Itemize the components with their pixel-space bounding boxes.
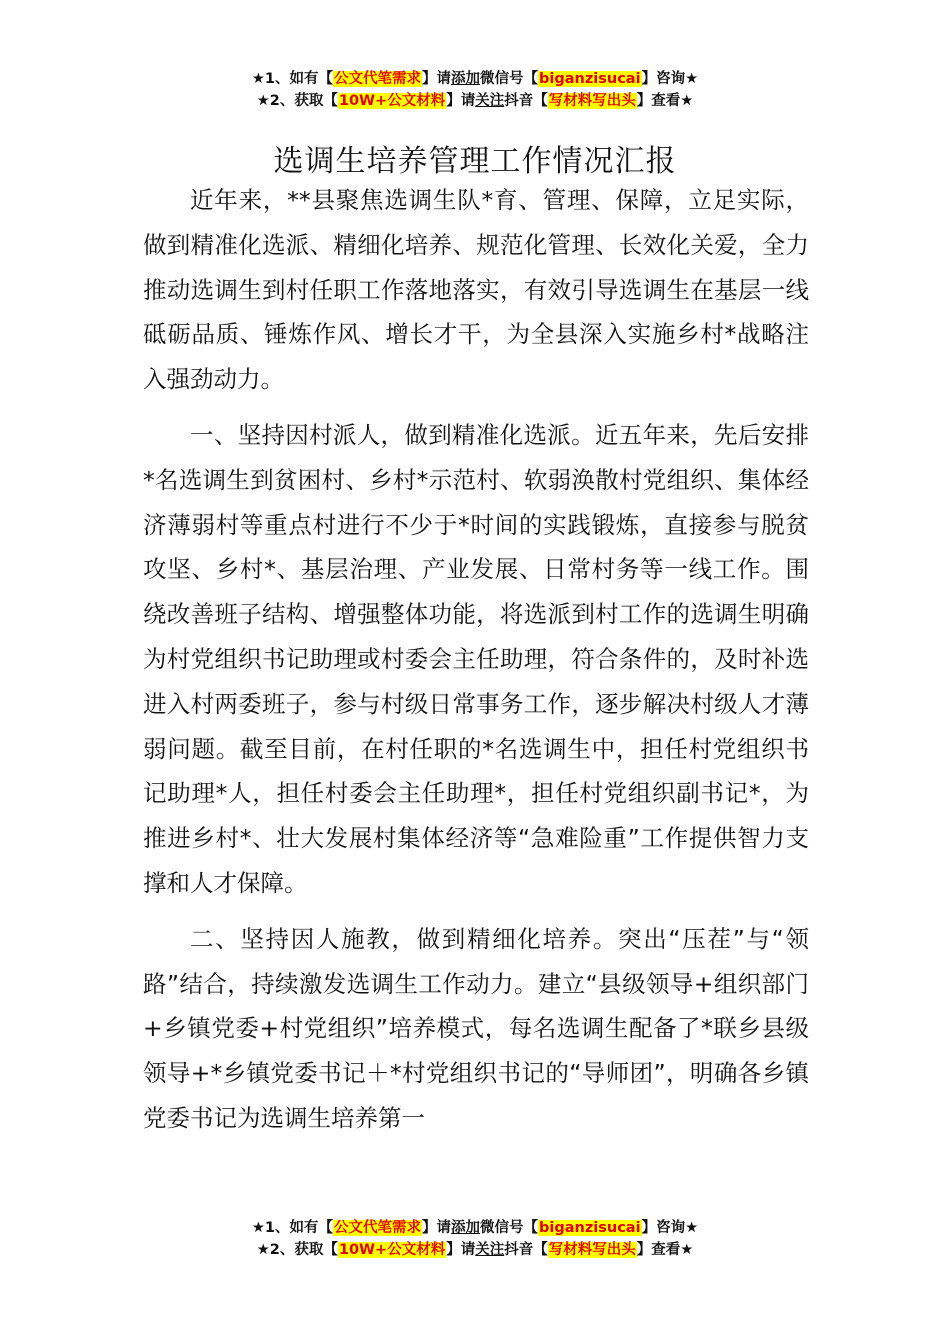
paragraph-section-1: 一、坚持因村派人，做到精准化选派。近五年来，先后安排*名选调生到贫困村、乡村*示范村、软弱涣散村党组织、集体经济薄弱村等重点村进行不少于*时间的实践锻炼，直接参与脱贫攻坚、乡村*、基层治理、产业发展、日常村务等一线工作。围绕改善班子结构、增强整体功能，将选派到村工作的选调生明确为村党组织书记助理或村委会主任助理，符合条件的，及时补选进入村两委班子，参与村级日常事务工作，逐步解决村级人才薄弱问题。截至目前，在村任职的*名选调生中，担任村党组织书记助理*人，担任村委会主任助理*，担任村党组织副书记*，为推进乡村*、壮大发展村集体经济等“急难险重”工作提供智力支撑和人才保障。 [143,420,809,897]
banner-line-1: ★1、如有【公文代笔需求】请添加微信号【biganzisucai】咨询★ [251,71,699,87]
footer-banner [0,1217,950,1261]
banner-highlight: 公文代笔需求 [334,71,422,87]
banner-highlight: biganzisucai [539,1220,641,1236]
banner-line-1: ★1、如有【公文代笔需求】请添加微信号【biganzisucai】咨询★ [251,1220,699,1236]
paragraph-intro: 近年来，**县聚焦选调生队*育、管理、保障，立足实际，做到精准化选派、精细化培养、规范化管理、长效化关爱，全力推动选调生到村任职工作落地落实，有效引导选调生在基层一线砥砺品质、锤炼作风、增长才干，为全县深入实施乡村*战略注入强劲动力。 [143,186,809,394]
banner-highlight: 写材料写出头 [548,1242,636,1258]
banner-line-2: ★2、获取【10W+公文材料】请关注抖音【写材料写出头】查看★ [256,93,694,109]
header-banner [0,68,950,112]
document-title: 选调生培养管理工作情况汇报 [273,144,677,180]
banner-highlight: 10W+公文材料 [338,93,446,109]
banner-line-2: ★2、获取【10W+公文材料】请关注抖音【写材料写出头】查看★ [256,1242,694,1258]
banner-highlight: 写材料写出头 [548,93,636,109]
banner-highlight: 10W+公文材料 [338,1242,446,1258]
paragraph-section-2: 二、坚持因人施教，做到精细化培养。突出“压茬”与“领路”结合，持续激发选调生工作动力。建立“县级领导+组织部门+乡镇党委+村党组织”培养模式，每名选调生配备了*联乡县级领导+*乡镇党委书记＋*村党组织书记的“导师团”，明确各乡镇党委书记为选调生培养第一 [143,924,809,1132]
document-body [143,178,809,1152]
banner-highlight: biganzisucai [539,71,641,87]
banner-highlight: 公文代笔需求 [334,1220,422,1236]
